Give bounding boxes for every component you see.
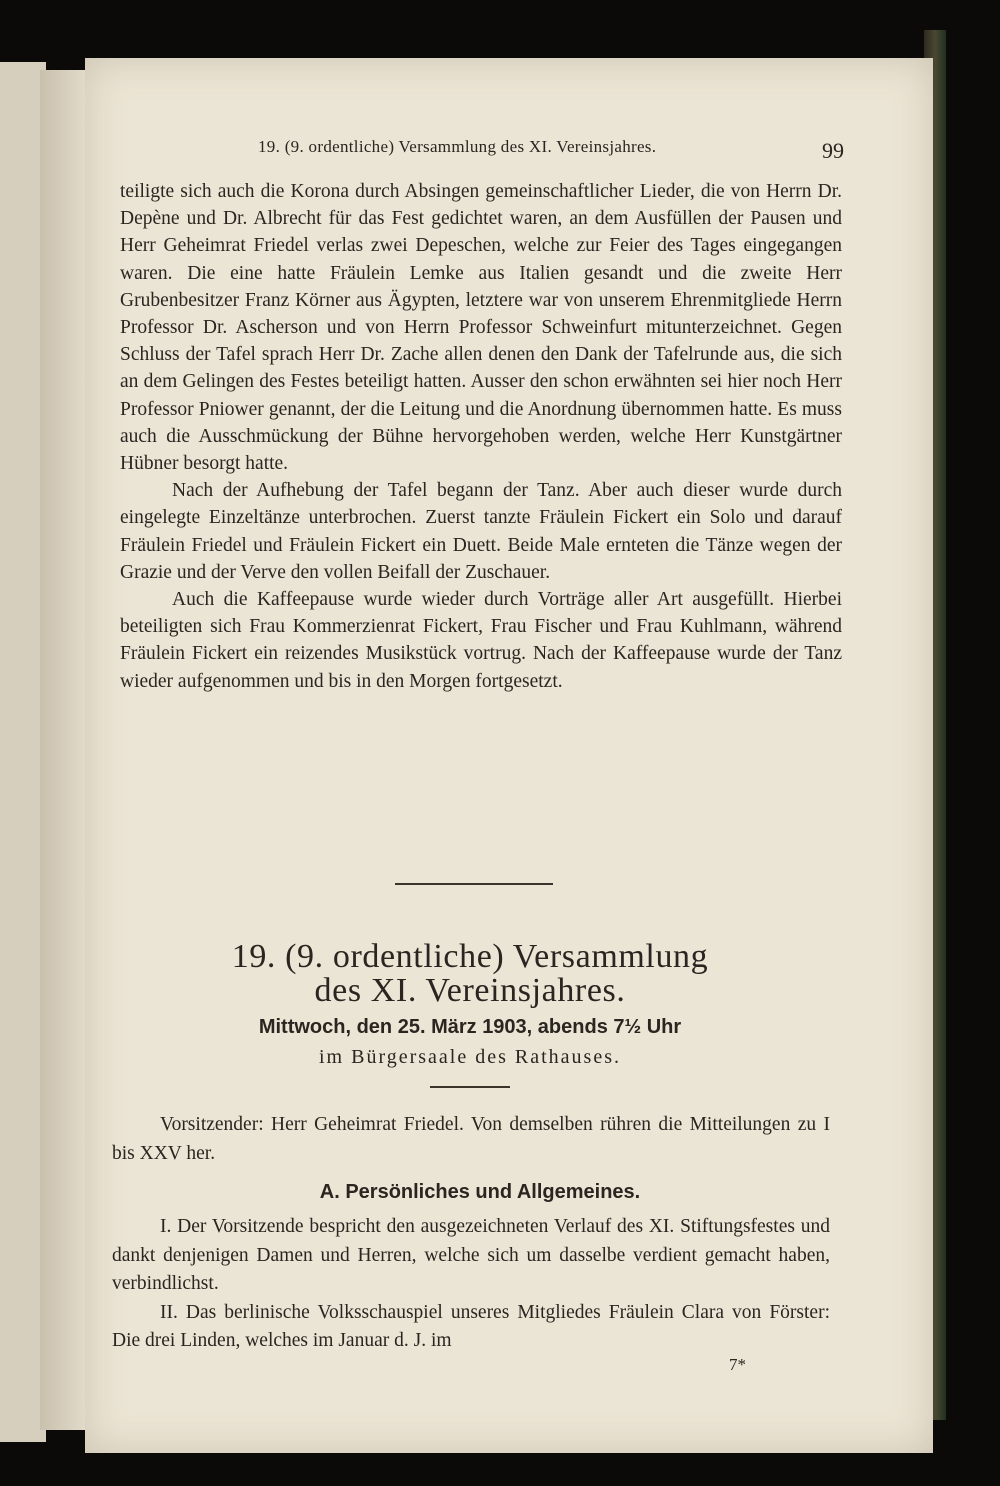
meeting-title-line-1: 19. (9. ordentliche) Versammlung — [231, 938, 709, 975]
section-heading: A. Persönliches und Allgemeines. — [319, 1181, 641, 1203]
meeting-place: im Bürgersaale des Rathauses. — [318, 1046, 621, 1068]
chair-paragraph — [112, 1110, 830, 1168]
paragraph-2: Nach der Aufhebung der Tafel begann der Tanz. Aber auch dieser wurde durch eingelegte Einzeltänze unterbrochen. Zuerst tanzte Fräulein Fickert ein Solo und darauf Fräulein Friedel und Fräulein Fickert ein Duett. Beide Male ernteten die Tänze wegen der Grazie und der Verve den vollen Beifall der Zuschauer. — [120, 480, 842, 583]
meeting-title-line-2: des XI. Vereinsjahres. — [314, 972, 626, 1009]
item-1: I. Der Vorsitzende bespricht den ausgezeichneten Verlauf des XI. Stiftungsfestes und dankt denjenigen Damen und Herren, welche sich um dasselbe verdient gemacht haben, verbindlichst. — [112, 1216, 830, 1294]
chair-text: Vorsitzender: Herr Geheimrat Friedel. Von demselben rühren die Mitteilungen zu I bis XXV her. — [112, 1114, 830, 1164]
page-number: 99 — [822, 138, 844, 163]
meeting-date: Mittwoch, den 25. März 1903, abends 7½ Uhr — [258, 1016, 682, 1038]
body-text — [120, 178, 842, 695]
items-block — [112, 1213, 830, 1356]
title-divider — [430, 1086, 510, 1088]
running-header: 19. (9. ordentliche) Versammlung des XI. Vereinsjahres. — [258, 137, 657, 156]
item-2: II. Das berlinische Volksschauspiel unseres Mitgliedes Fräulein Clara von Förster: Die drei Linden, welches im Januar d. J. im — [112, 1301, 830, 1351]
paragraph-3: Auch die Kaffeepause wurde wieder durch Vorträge aller Art ausgefüllt. Hierbei beteiligten sich Frau Kommerzienrat Fickert, Frau Fischer und Frau Kuhlmann, während Fräulein Fickert ein reizendes Musikstück vortrug. Nach der Kaffeepause wurde der Tanz wieder aufgenommen und bis in den Morgen fortgesetzt. — [120, 589, 842, 692]
section-divider — [395, 883, 553, 885]
signature-mark: 7* — [729, 1355, 746, 1374]
paragraph-1: teiligte sich auch die Korona durch Absingen gemeinschaftlicher Lieder, die von Herrn Dr. Depène und Dr. Albrecht für das Fest gedichtet waren, an dem Ausfüllen der Pausen und Herr Geheimrat Friedel verlas zwei Depeschen, welche zur Feier des Tages eingegangen waren. Die eine hatte Fräulein Lemke aus Italien gesandt und die zweite Herr Grubenbesitzer Franz Körner aus Ägypten, letztere war von unserem Ehrenmitgliede Herrn Professor Dr. Ascherson und von Herrn Professor Schweinfurt mitunterzeichnet. Gegen Schluss der Tafel sprach Herr Dr. Zache allen denen den Dank der Tafelrunde aus, die sich an dem Gelingen des Festes beteiligt hatten. Ausser den schon erwähnten sei hier noch Herr Professor Pniower genannt, der die Leitung und die Anordnung übernommen hatte. Es muss auch die Ausschmückung der Bühne hervorgehoben werden, welche Herr Kunstgärtner Hübner besorgt hatte. — [120, 181, 842, 475]
gutter-shadow — [40, 70, 90, 1430]
